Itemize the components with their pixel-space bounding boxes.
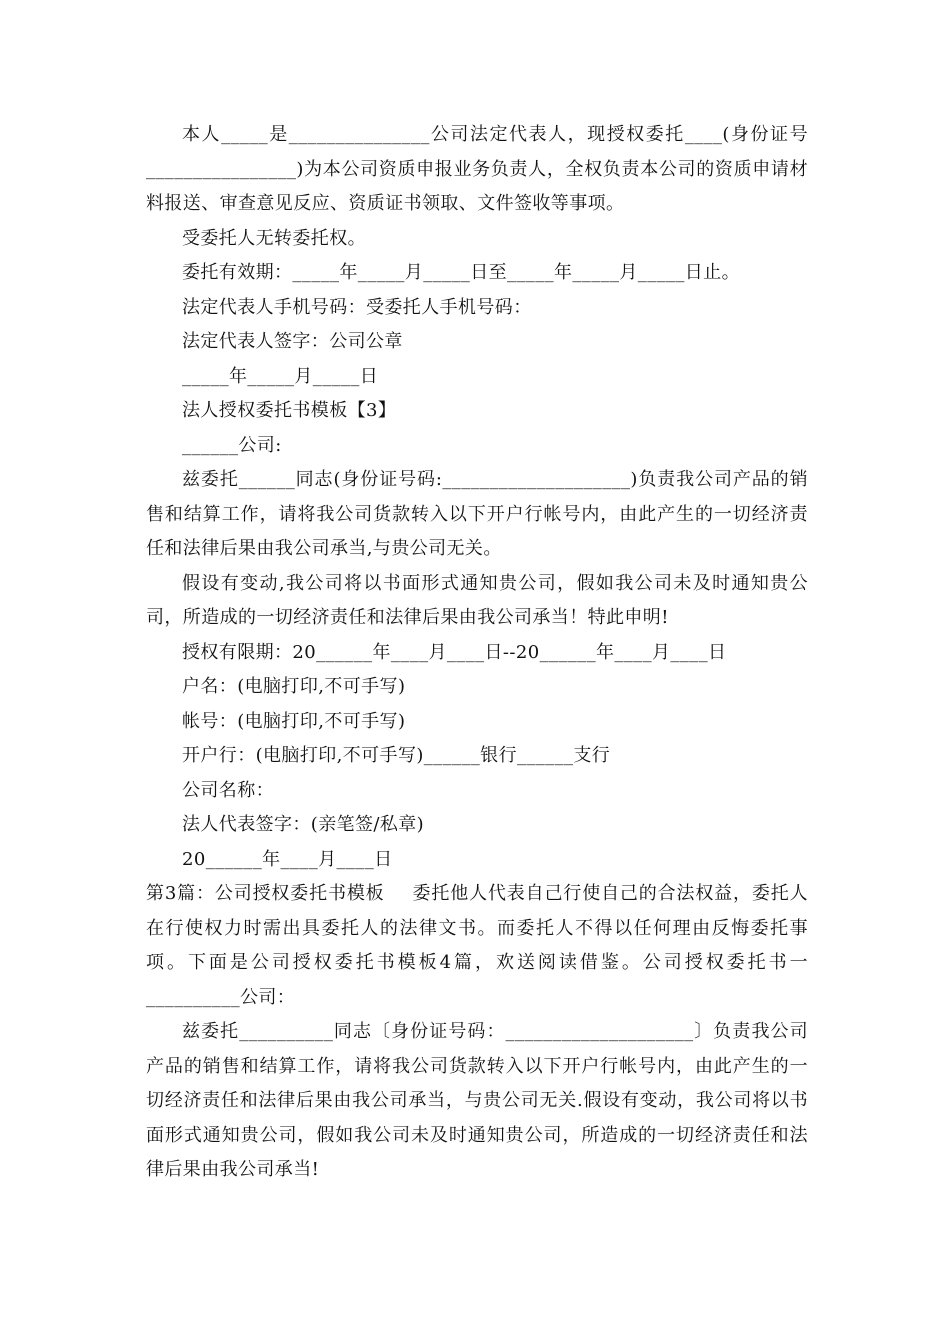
paragraph-company-name: 公司名称：: [182, 779, 274, 801]
article-3-heading: 第3篇：公司授权委托书模板: [146, 883, 385, 904]
paragraph-date-line: _____年_____月_____日: [182, 365, 379, 387]
article-3-paragraph: [146, 877, 808, 1015]
paragraph-account-name: 户名：(电脑打印,不可手写): [182, 676, 406, 697]
paragraph-authorization-statement: 本人_____是_______________公司法定代表人，现授权委托____(身份证号________________)为本公司资质申报业务负责人，全权负责本公司的资质申请材料报送、审查意见反应、资质证书领取、文件签收等事项。: [146, 124, 808, 214]
article-3-text: 委托他人代表自己行使自己的合法权益，委托人在行使权力时需出具委托人的法律文书。而委托人不得以任何理由反悔委托事项。下面是公司授权委托书模板4篇，欢送阅读借鉴。公司授权委托书一__________公司：: [146, 883, 808, 1008]
paragraph-phone-numbers: 法定代表人手机号码：受委托人手机号码：: [182, 296, 532, 318]
paragraph-final-date: 20______年____月____日: [182, 848, 393, 870]
paragraph-final-entrustment: 兹委托__________同志〔身份证号码：____________________〕负责我公司产品的销售和结算工作，请将我公司货款转入以下开户行帐号内，由此产生的一切经济责任和法律后果由我公司承当，与贵公司无关.假设有变动，我公司将以书面形式通知贵公司，假如我公司未及时通知贵公司，所造成的一切经济责任和法律后果由我公司承当!: [146, 1021, 808, 1180]
paragraph-authorization-period: 授权有限期：20______年____月____日--20______年____月____日: [182, 641, 727, 663]
paragraph-account-number: 帐号：(电脑打印,不可手写): [182, 710, 406, 732]
paragraph-opening-bank: 开户行：(电脑打印,不可手写)______银行______支行: [182, 745, 611, 766]
paragraph-legal-rep-signature: 法人代表签字：(亲笔签/私章): [182, 814, 425, 835]
paragraph-addressee: ______公司:: [182, 434, 282, 456]
paragraph-no-subdelegation: 受委托人无转委托权。: [182, 227, 366, 249]
paragraph-entrustment: 兹委托______同志(身份证号码:____________________)负责我公司产品的销售和结算工作，请将我公司货款转入以下开户行帐号内，由此产生的一切经济责任和法律后果由我公司承当,与贵公司无关。: [146, 469, 808, 559]
paragraph-signature-seal: 法定代表人签字：公司公章: [182, 331, 403, 352]
section-title-template-3: 法人授权委托书模板【3】: [182, 400, 397, 421]
paragraph-change-notice: 假设有变动,我公司将以书面形式通知贵公司，假如我公司未及时通知贵公司，所造成的一切经济责任和法律后果由我公司承当！特此申明!: [146, 572, 808, 628]
paragraph-validity-period: 委托有效期：_____年_____月_____日至_____年_____月_____日止。: [182, 262, 740, 283]
